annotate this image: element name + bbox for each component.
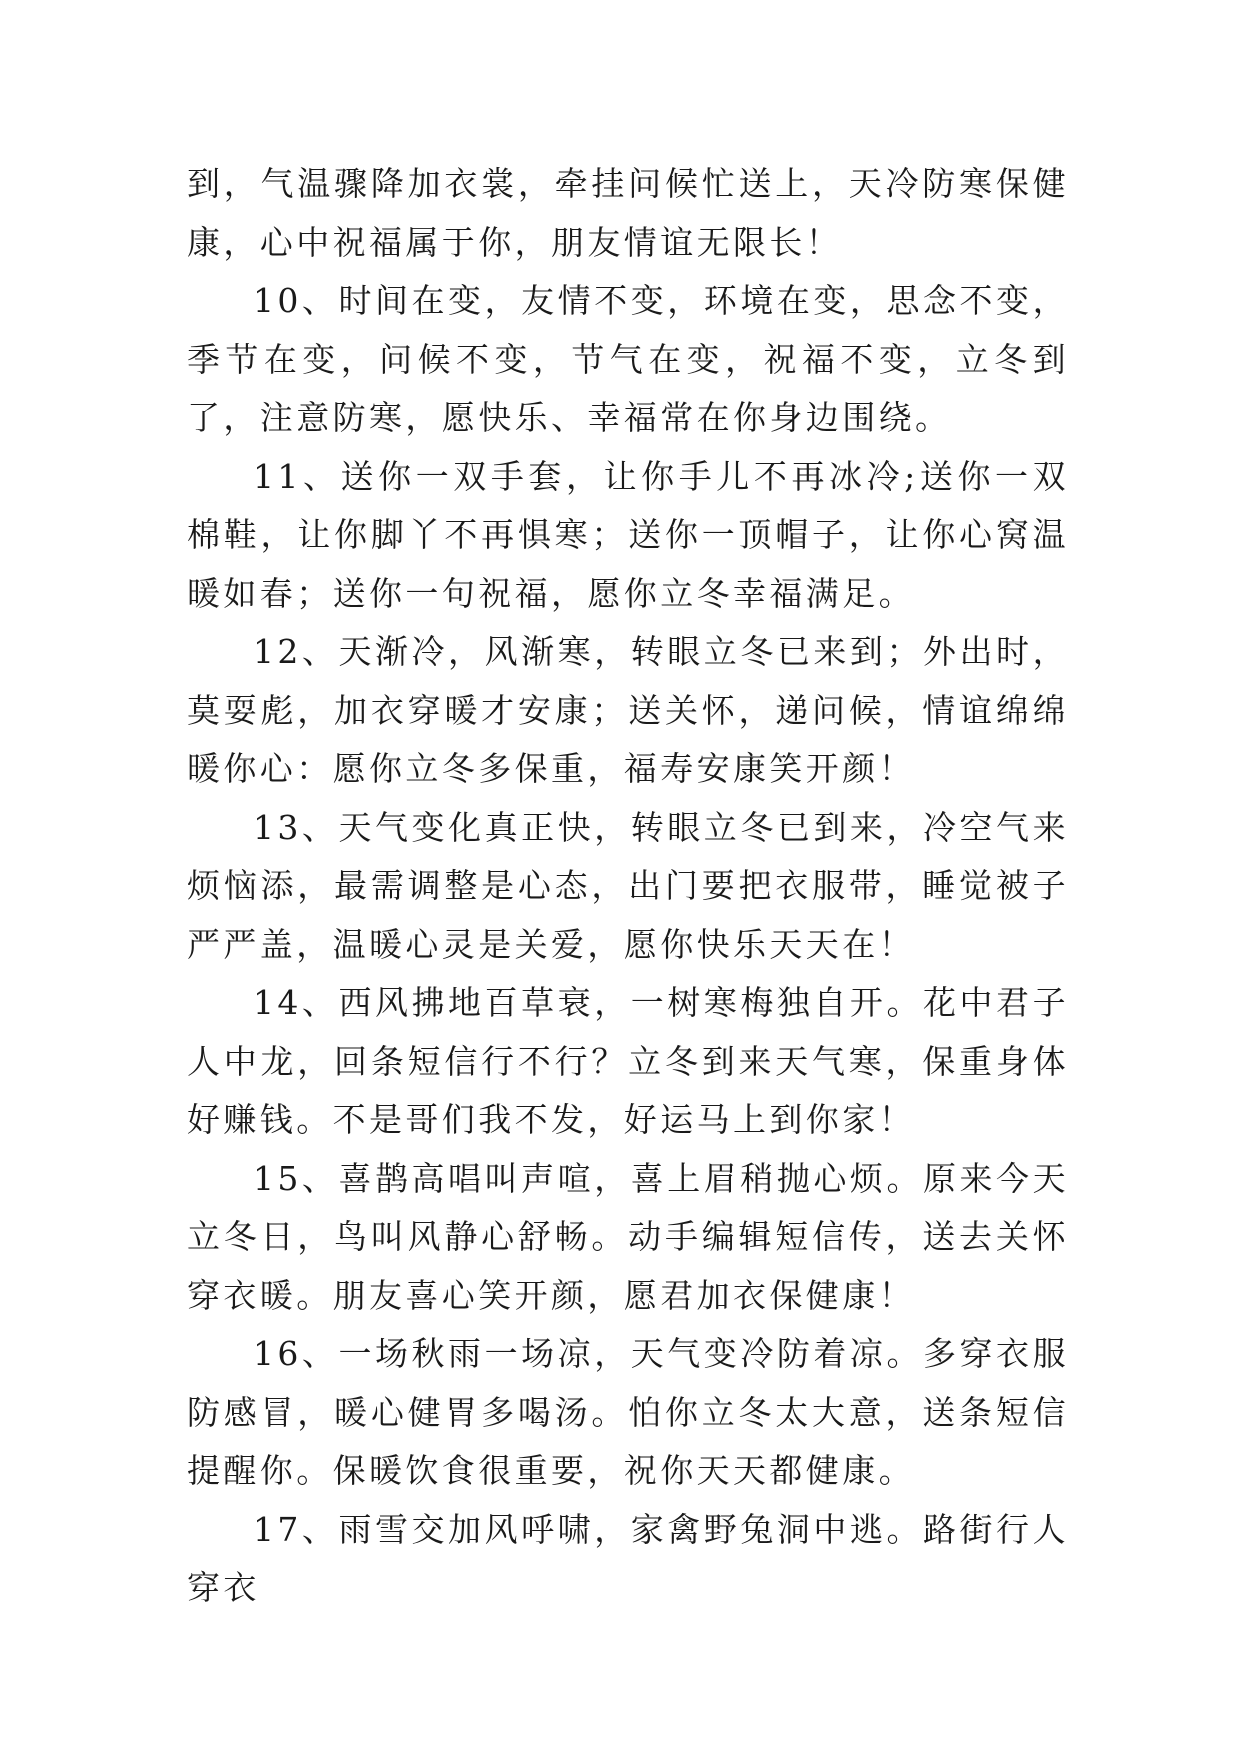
paragraph-item-14: 14、西风拂地百草衰，一树寒梅独自开。花中君子人中龙，回条短信行不行？立冬到来天气寒，保重身体好赚钱。不是哥们我不发，好运马上到你家！ [187, 983, 1069, 1139]
paragraph-item-15: 15、喜鹊高唱叫声喧，喜上眉稍抛心烦。原来今天立冬日，鸟叫风静心舒畅。动手编辑短信传，送去关怀穿衣暖。朋友喜心笑开颜，愿君加衣保健康！ [187, 1158, 1069, 1315]
document-body [187, 155, 1069, 1618]
paragraph-item-10: 10、时间在变，友情不变，环境在变，思念不变，季节在变，问候不变，节气在变，祝福不变，立冬到了，注意防寒，愿快乐、幸福常在你身边围绕。 [187, 281, 1069, 437]
paragraph-item-17: 17、雨雪交加风呼啸，家禽野兔洞中逃。路街行人穿衣 [187, 1509, 1069, 1607]
paragraph-item-13: 13、天气变化真正快，转眼立冬已到来，冷空气来烦恼添，最需调整是心态，出门要把衣服带，睡觉被子严严盖，温暖心灵是关爱，愿你快乐天天在！ [187, 807, 1069, 964]
paragraph-item-16: 16、一场秋雨一场凉，天气变冷防着凉。多穿衣服防感冒，暖心健胃多喝汤。怕你立冬太大意，送条短信提醒你。保暖饮食很重要，祝你天天都健康。 [187, 1334, 1069, 1490]
paragraph-continuation: 到，气温骤降加衣裳，牵挂问候忙送上，天冷防寒保健康，心中祝福属于你，朋友情谊无限长！ [187, 164, 1069, 262]
paragraph-item-11: 11、送你一双手套，让你手儿不再冰冷;送你一双棉鞋，让你脚丫不再惧寒；送你一顶帽子，让你心窝温暖如春；送你一句祝福，愿你立冬幸福满足。 [187, 456, 1069, 613]
paragraph-item-12: 12、天渐冷，风渐寒，转眼立冬已来到；外出时，莫耍彪，加衣穿暖才安康；送关怀，递问候，情谊绵绵暖你心：愿你立冬多保重，福寿安康笑开颜！ [187, 632, 1069, 788]
